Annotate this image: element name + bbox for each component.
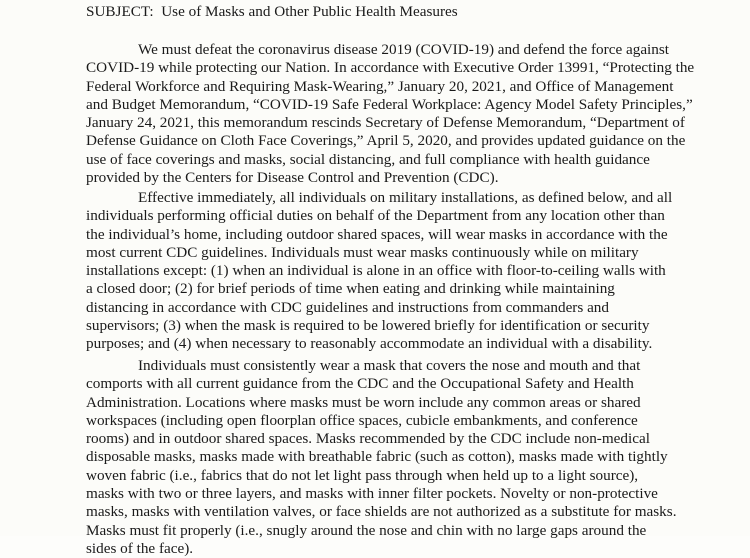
paragraph-line: workspaces (including open floorplan office spaces, cubicle embankments, and conference (86, 411, 638, 429)
paragraph-line: use of face coverings and masks, social distancing, and full compliance with health guidance (86, 150, 650, 168)
paragraph-line: a closed door; (2) for brief periods of time when eating and drinking while maintaining (86, 280, 615, 298)
paragraph-line: supervisors; (3) when the mask is required to be lowered briefly for identification or security (86, 317, 650, 335)
paragraph-line: woven fabric (i.e., fabrics that do not let light pass through when held up to a light source), (86, 466, 639, 484)
paragraph-line: most current CDC guidelines. Individuals must wear masks continuously while on military (86, 243, 639, 261)
paragraph-line: the individual’s home, including outdoor shared spaces, will wear masks in accordance with the (86, 225, 668, 243)
paragraph-mask-requirements (86, 189, 726, 354)
paragraph-mask-types (86, 357, 726, 558)
paragraph-line: We must defeat the coronavirus disease 2019 (COVID-19) and defend the force against (138, 41, 669, 58)
paragraph-line: rooms) and in outdoor shared spaces. Masks recommended by the CDC include non-medical (86, 430, 650, 448)
paragraph-line: January 24, 2021, this memorandum rescinds Secretary of Defense Memorandum, “Department of (86, 114, 685, 132)
paragraph-line: masks, masks with ventilation valves, or face shields are not authorized as a substitute for masks. (86, 503, 677, 521)
paragraph-line: installations except: (1) when an individual is alone in an office with floor-to-ceiling walls with (86, 262, 666, 280)
paragraph-line: purposes; and (4) when necessary to reasonably accommodate an individual with a disability. (86, 335, 653, 353)
paragraph-line: comports with all current guidance from the CDC and the Occupational Safety and Health (86, 375, 634, 393)
paragraph-line: Individuals must consistently wear a mask that covers the nose and mouth and that (138, 357, 641, 374)
paragraph-line: Effective immediately, all individuals on military installations, as defined below, and all (138, 189, 673, 206)
paragraph-line: Defense Guidance on Cloth Face Coverings,” April 5, 2020, and provides updated guidance on the (86, 132, 686, 150)
paragraph-covid-directive (86, 41, 726, 187)
paragraph-line: Masks must fit properly (i.e., snugly around the nose and chin with no large gaps around the (86, 521, 647, 539)
paragraph-line: distancing in accordance with CDC guidelines and instructions from commanders and (86, 298, 609, 316)
paragraph-line: COVID-19 while protecting our Nation. In accordance with Executive Order 13991, “Protecting the (86, 59, 695, 77)
paragraph-line: masks with two or three layers, and masks with inner filter pockets. Novelty or non-protective (86, 485, 658, 503)
paragraph-line: Federal Workforce and Requiring Mask-Wearing,” January 20, 2021, and Office of Management (86, 77, 674, 95)
paragraph-line: disposable masks, masks made with breathable fabric (such as cotton), masks made with tightly (86, 448, 668, 466)
paragraph-line: Administration. Locations where masks must be worn include any common areas or shared (86, 393, 641, 411)
paragraph-line: provided by the Centers for Disease Control and Prevention (CDC). (86, 169, 499, 187)
paragraph-line: sides of the face). (86, 539, 194, 557)
paragraph-line: individuals performing official duties on behalf of the Department from any location other than (86, 207, 665, 225)
paragraph-line: and Budget Memorandum, “COVID-19 Safe Federal Workplace: Agency Model Safety Principles,” (86, 95, 693, 113)
memo-subject-line: SUBJECT: Use of Masks and Other Public Health Measures (86, 3, 458, 20)
